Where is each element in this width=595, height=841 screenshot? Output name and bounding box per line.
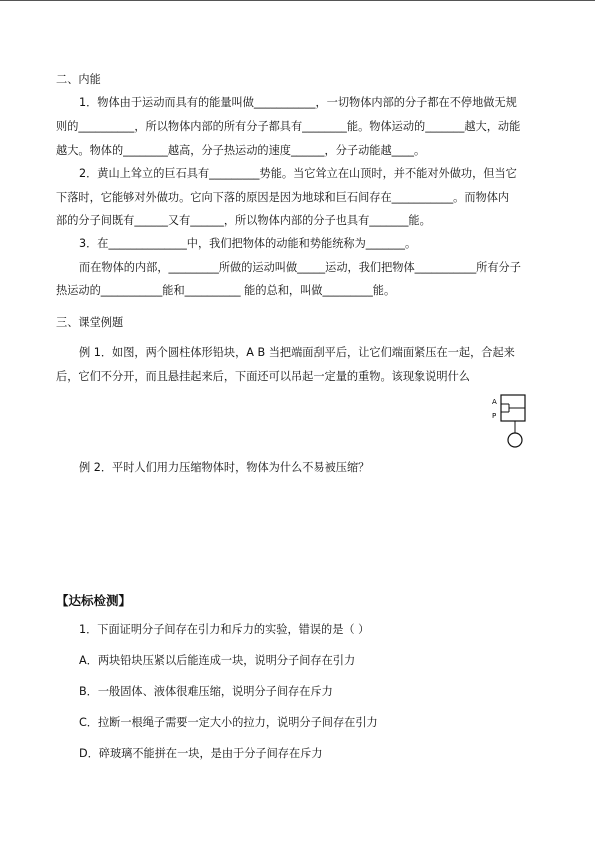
figure-label-a: A bbox=[492, 398, 497, 406]
option-d: D．碎玻璃不能拼在一块，是由于分子间存在斥力 bbox=[79, 747, 323, 760]
text-line: 部的分子间既有______又有______，所以物体内部的分子也具有_______能。 bbox=[56, 214, 431, 227]
text-line: 下落时，它能够对外做功。它向下落的原因是因为地球和巨石间存在___________。而物体内 bbox=[56, 191, 510, 204]
text-line: 则的__________，所以物体内部的所有分子都具有________能。物体运动的_______越大，动能 bbox=[56, 120, 521, 133]
option-b: B．一般固体、液体很难压缩，说明分子间存在斥力 bbox=[79, 685, 333, 698]
figure-label-p: P bbox=[492, 412, 497, 420]
lead-cylinders-figure bbox=[489, 393, 529, 451]
example-1-line: 后，它们不分开，而且悬挂起来后，下面还可以吊起一定量的重物。该现象说明什么 bbox=[56, 370, 470, 383]
example-1-line: 例 1．如图，两个圆柱体形铅块，A B 当把端面刮平后，让它们端面紧压在一起，合起来 bbox=[79, 346, 515, 359]
section-heading-check: 【达标检测】 bbox=[56, 593, 132, 608]
option-c: C．拉断一根绳子需要一定大小的拉力，说明分子间存在引力 bbox=[79, 716, 378, 729]
question-1: 1．下面证明分子间存在引力和斥力的实验，错误的是（ ） bbox=[79, 623, 370, 636]
text-line: 而在物体的内部，_________所做的运动叫做_____运动，我们把物体___________所有分子 bbox=[79, 261, 521, 274]
example-2: 例 2．平时人们用力压缩物体时，物体为什么不易被压缩？ bbox=[79, 461, 370, 474]
option-a: A．两块铅块压紧以后能连成一块，说明分子间存在引力 bbox=[79, 654, 356, 667]
section-heading-internal-energy: 二、内能 bbox=[56, 73, 101, 86]
text-line: 3．在______________中，我们把物体的动能和势能统称为_______。 bbox=[79, 237, 417, 250]
text-line: 2．黄山上耸立的巨石具有_________势能。当它耸立在山顶时，并不能对外做功，但当它 bbox=[79, 167, 517, 180]
hanging-weight bbox=[508, 433, 522, 447]
text-line: 越大。物体的________越高，分子热运动的速度______，分子动能越____。 bbox=[56, 144, 426, 157]
page-top-border bbox=[0, 0, 595, 1]
section-heading-examples: 三、课堂例题 bbox=[56, 316, 124, 329]
text-line: 热运动的___________能和__________ 能的总和，叫做_________能。 bbox=[56, 284, 396, 297]
text-line: 1．物体由于运动而具有的能量叫做___________，一切物体内部的分子都在不停地做无规 bbox=[79, 96, 517, 109]
